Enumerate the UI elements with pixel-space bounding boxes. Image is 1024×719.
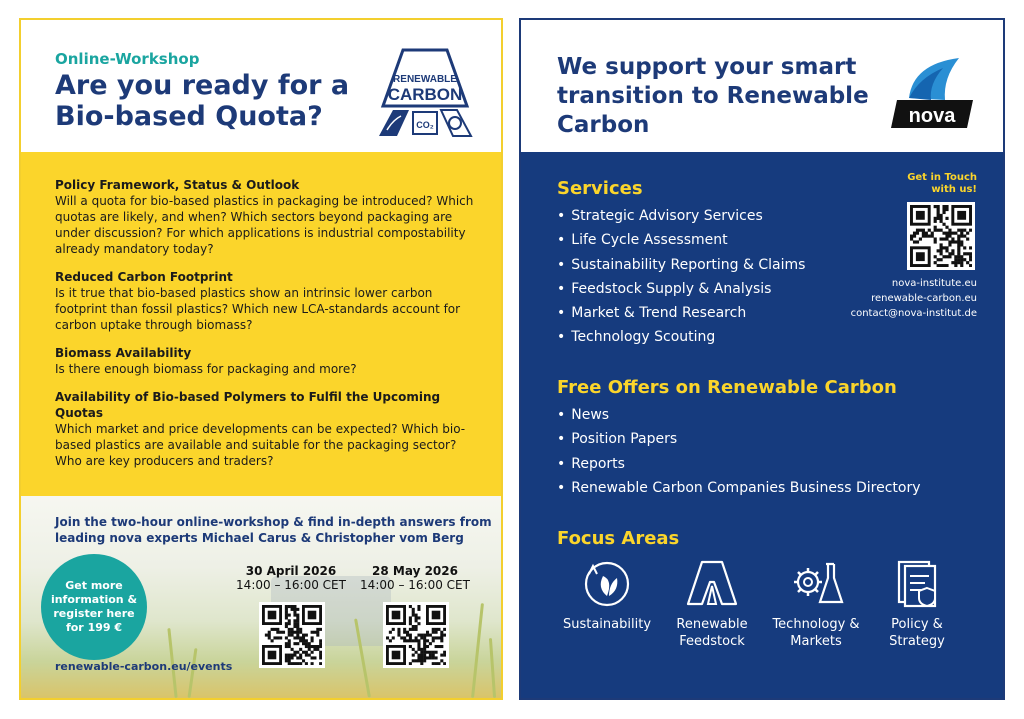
services-title: Services	[557, 178, 643, 199]
focus-feedstock	[662, 558, 762, 650]
grass-blade	[188, 648, 198, 698]
co2-label: CO₂	[416, 120, 434, 130]
service-item: • Sustainability Reporting & Claims	[557, 253, 805, 277]
register-badge[interactable]	[41, 554, 147, 660]
question-heading: Reduced Carbon Footprint	[55, 270, 233, 284]
question-heading: Biomass Availability	[55, 346, 192, 360]
focus-label: Sustainability	[562, 617, 652, 632]
contact-website-nova[interactable]: nova-institute.eu	[891, 278, 977, 289]
nova-flyer	[519, 18, 1005, 700]
sustainability-icon	[579, 558, 635, 610]
question-text: Will a quota for bio-based plastics in packaging be introduced? Which quotas are likely, and when? Which sectors beyond packaging are under discussion? For which applications is industrial compostability already mandatory today?	[55, 194, 474, 256]
nova-logo-text: nova	[908, 105, 956, 127]
support-headline: We support your smart transition to Renewable Carbon	[557, 54, 869, 138]
focus-label: Renewable Feedstock	[676, 617, 748, 649]
question-block	[55, 177, 485, 257]
offer-item: • Reports	[557, 452, 921, 476]
question-text: Is it true that bio-based plastics show an intrinsic lower carbon footprint than fossil plastics? Which new LCA-standards account for carbon uptake through biomass?	[55, 286, 461, 332]
time-label: 14:00 – 16:00 CET	[360, 578, 470, 592]
focus-technology	[766, 558, 866, 650]
offer-item: • News	[557, 403, 921, 427]
offers-list	[557, 403, 921, 500]
technology-icon	[788, 558, 844, 610]
question-text: Is there enough biomass for packaging and more?	[55, 362, 357, 376]
feedstock-icon	[684, 558, 740, 610]
logo-word-carbon: CARBON	[387, 85, 463, 104]
question-block	[55, 345, 485, 377]
service-item: • Technology Scouting	[557, 325, 805, 349]
renewable-carbon-logo	[373, 46, 477, 138]
focus-policy	[867, 558, 967, 650]
workshop-footer	[21, 496, 501, 698]
events-link[interactable]: renewable-carbon.eu/events	[55, 660, 233, 673]
question-block	[55, 269, 485, 333]
service-item: • Life Cycle Assessment	[557, 228, 805, 252]
service-item: • Market & Trend Research	[557, 301, 805, 325]
qr-code-date-1[interactable]	[259, 602, 325, 668]
date-label: 28 May 2026	[372, 564, 458, 578]
contact-links	[851, 276, 977, 321]
workshop-kicker: Online-Workshop	[55, 50, 200, 68]
focus-areas-title: Focus Areas	[557, 528, 680, 549]
qr-code-date-2[interactable]	[383, 602, 449, 668]
register-badge-text[interactable]: Get more information & register here for 199 €	[50, 579, 138, 634]
policy-icon	[889, 558, 945, 610]
workshop-questions	[55, 177, 485, 481]
workshop-date-2	[355, 564, 475, 592]
workshop-date-1	[231, 564, 351, 592]
contact-qr-code[interactable]	[907, 202, 975, 270]
focus-label: Policy & Strategy	[889, 617, 945, 649]
grass-blade	[489, 638, 496, 698]
nova-header	[521, 20, 1003, 152]
offer-item: • Position Papers	[557, 427, 921, 451]
workshop-flyer	[19, 18, 503, 700]
question-heading: Availability of Bio-based Polymers to Fulfil the Upcoming Quotas	[55, 390, 441, 420]
grass-blade	[471, 603, 484, 698]
workshop-title: Are you ready for a Bio-based Quota?	[55, 70, 350, 132]
get-in-touch-label: Get in Touch with us!	[907, 172, 977, 195]
join-text: Join the two-hour online-workshop & find in-depth answers from leading nova experts Michael Carus & Christopher vom Berg	[55, 515, 492, 545]
offer-item: • Renewable Carbon Companies Business Directory	[557, 476, 921, 500]
question-block	[55, 389, 485, 469]
question-heading: Policy Framework, Status & Outlook	[55, 178, 300, 192]
question-text: Which market and price developments can be expected? Which bio-based plastics are available and suitable for the packaging sector? Who are key producers and traders?	[55, 422, 466, 468]
service-item: • Feedstock Supply & Analysis	[557, 277, 805, 301]
logo-word-renewable: RENEWABLE	[393, 74, 457, 85]
leaf-icon	[379, 110, 409, 136]
service-item: • Strategic Advisory Services	[557, 204, 805, 228]
date-label: 30 April 2026	[245, 564, 337, 578]
time-label: 14:00 – 16:00 CET	[236, 578, 346, 592]
free-offers-title: Free Offers on Renewable Carbon	[557, 377, 897, 398]
services-list	[557, 204, 805, 350]
recycle-icon	[449, 117, 461, 129]
nova-logo	[883, 54, 979, 132]
contact-email[interactable]: contact@nova-institut.de	[850, 308, 977, 319]
focus-sustainability	[557, 558, 657, 633]
focus-label: Technology & Markets	[772, 617, 860, 649]
workshop-header	[21, 20, 501, 152]
contact-website-rc[interactable]: renewable-carbon.eu	[871, 293, 977, 304]
